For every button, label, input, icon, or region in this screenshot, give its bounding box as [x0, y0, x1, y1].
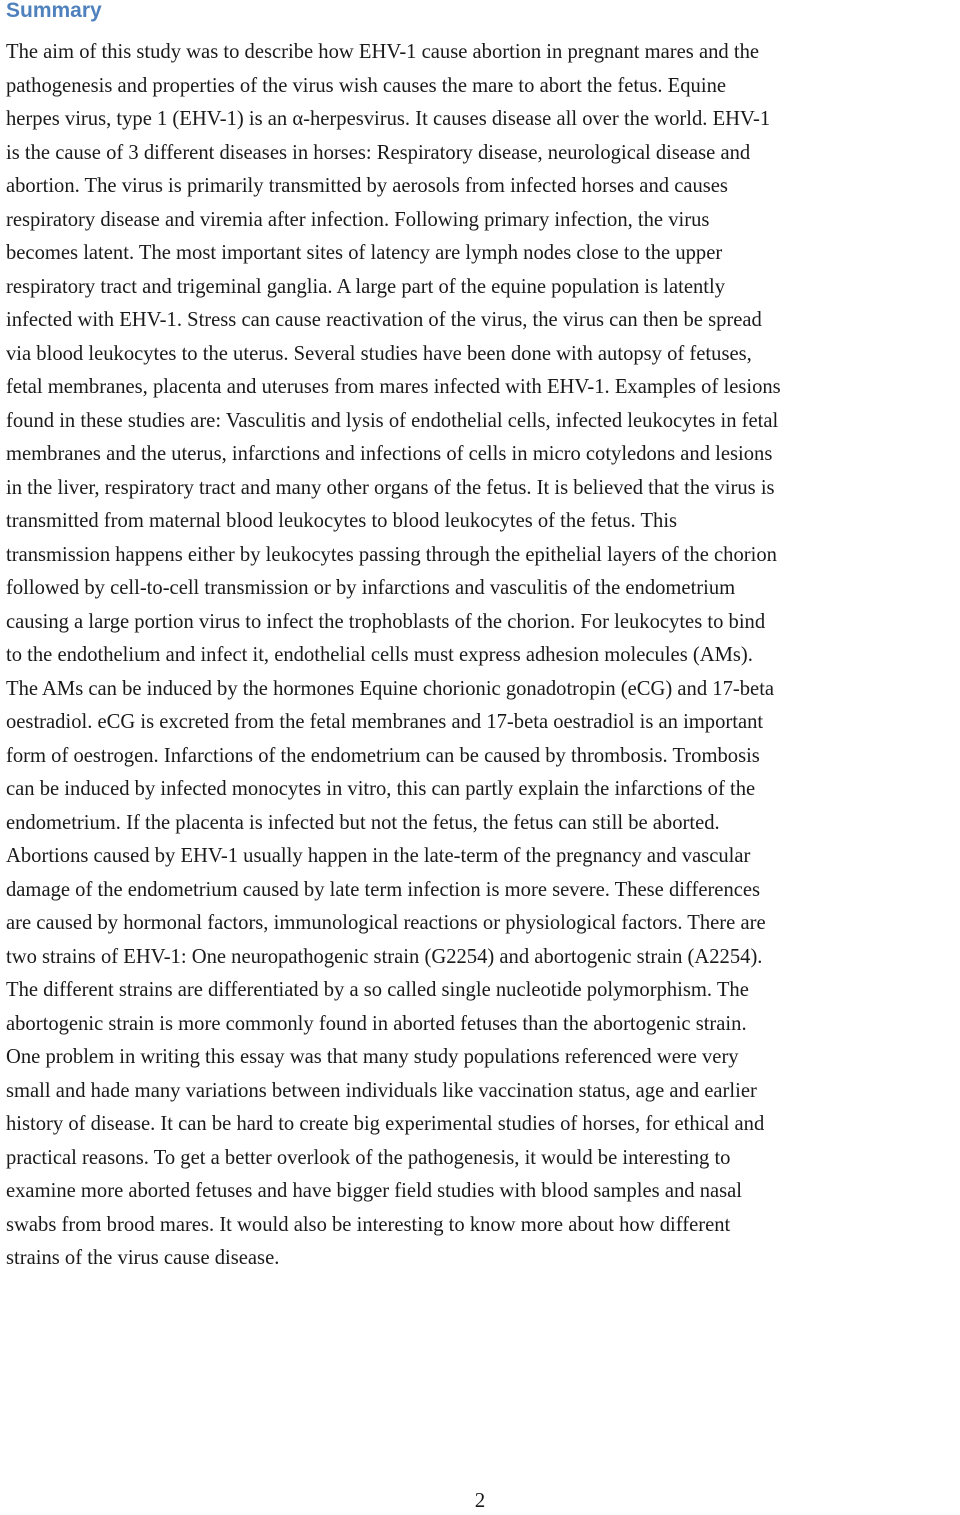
text-line: in the liver, respiratory tract and many other organs of the fetus. It is believed that the virus is: [6, 476, 775, 499]
text-line: swabs from brood mares. It would also be interesting to know more about how different: [6, 1213, 731, 1236]
text-line: membranes and the uterus, infarctions and infections of cells in micro cotyledons and lesions: [6, 443, 773, 465]
text-line: causing a large portion virus to infect the trophoblasts of the chorion. For leukocytes to bind: [6, 610, 766, 633]
text-line: to the endothelium and infect it, endothelial cells must express adhesion molecules (AMs).: [6, 644, 753, 666]
summary-paragraph: [6, 36, 956, 1276]
text-line: endometrium. If the placenta is infected but not the fetus, the fetus can still be aborted.: [6, 811, 720, 834]
text-line: small and hade many variations between individuals like vaccination status, age and earlier: [6, 1079, 757, 1102]
text-line: damage of the endometrium caused by late term infection is more severe. These differences: [6, 878, 761, 901]
text-line: becomes latent. The most important sites of latency are lymph nodes close to the upper: [6, 242, 723, 264]
text-line: two strains of EHV-1: One neuropathogenic strain (G2254) and abortogenic strain (A2254).: [6, 945, 763, 968]
text-line: The aim of this study was to describe how EHV-1 cause abortion in pregnant mares and the: [6, 41, 760, 63]
text-line: respiratory disease and viremia after infection. Following primary infection, the virus: [6, 208, 710, 231]
text-line: history of disease. It can be hard to create big experimental studies of horses, for ethical and: [6, 1113, 765, 1135]
text-line: followed by cell-to-cell transmission or by infarctions and vasculitis of the endometrium: [6, 577, 736, 599]
text-line: abortion. The virus is primarily transmitted by aerosols from infected horses and causes: [6, 175, 728, 197]
text-line: found in these studies are: Vasculitis and lysis of endothelial cells, infected leukocytes in fetal: [6, 409, 779, 432]
text-line: is the cause of 3 different diseases in horses: Respiratory disease, neurological disease and: [6, 141, 751, 164]
text-line: pathogenesis and properties of the virus wish causes the mare to abort the fetus. Equine: [6, 74, 727, 97]
text-line: fetal membranes, placenta and uteruses from mares infected with EHV-1. Examples of lesions: [6, 376, 781, 398]
text-line: form of oestrogen. Infarctions of the endometrium can be caused by thrombosis. Trombosis: [6, 744, 760, 767]
text-line: oestradiol. eCG is excreted from the fetal membranes and 17-beta oestradiol is an important: [6, 711, 764, 733]
text-line: are caused by hormonal factors, immunological reactions or physiological factors. There are: [6, 912, 766, 934]
text-line: abortogenic strain is more commonly found in aborted fetuses than the abortogenic strain.: [6, 1012, 747, 1035]
text-line: The AMs can be induced by the hormones Equine chorionic gonadotropin (eCG) and 17-beta: [6, 677, 775, 700]
text-line: The different strains are differentiated by a so called single nucleotide polymorphism. The: [6, 979, 749, 1001]
text-line: herpes virus, type 1 (EHV-1) is an α-herpesvirus. It causes disease all over the world. EHV-1: [6, 108, 771, 130]
text-line: via blood leukocytes to the uterus. Several studies have been done with autopsy of fetuses,: [6, 342, 752, 365]
text-line: examine more aborted fetuses and have bigger field studies with blood samples and nasal: [6, 1180, 743, 1202]
text-line: can be induced by infected monocytes in vitro, this can partly explain the infarctions of the: [6, 778, 756, 800]
text-line: transmitted from maternal blood leukocytes to blood leukocytes of the fetus. This: [6, 510, 678, 532]
page-number: 2: [474, 1488, 486, 1512]
text-line: strains of the virus cause disease.: [6, 1247, 280, 1269]
text-line: transmission happens either by leukocytes passing through the epithelial layers of the chorion: [6, 543, 777, 566]
text-line: respiratory tract and trigeminal ganglia. A large part of the equine population is latently: [6, 275, 726, 298]
section-heading: Summary: [6, 0, 102, 22]
text-line: practical reasons. To get a better overlook of the pathogenesis, it would be interesting to: [6, 1146, 731, 1169]
text-line: infected with EHV-1. Stress can cause reactivation of the virus, the virus can then be spread: [6, 309, 762, 331]
text-line: Abortions caused by EHV-1 usually happen in the late-term of the pregnancy and vascular: [6, 845, 751, 867]
text-line: One problem in writing this essay was that many study populations referenced were very: [6, 1046, 739, 1068]
